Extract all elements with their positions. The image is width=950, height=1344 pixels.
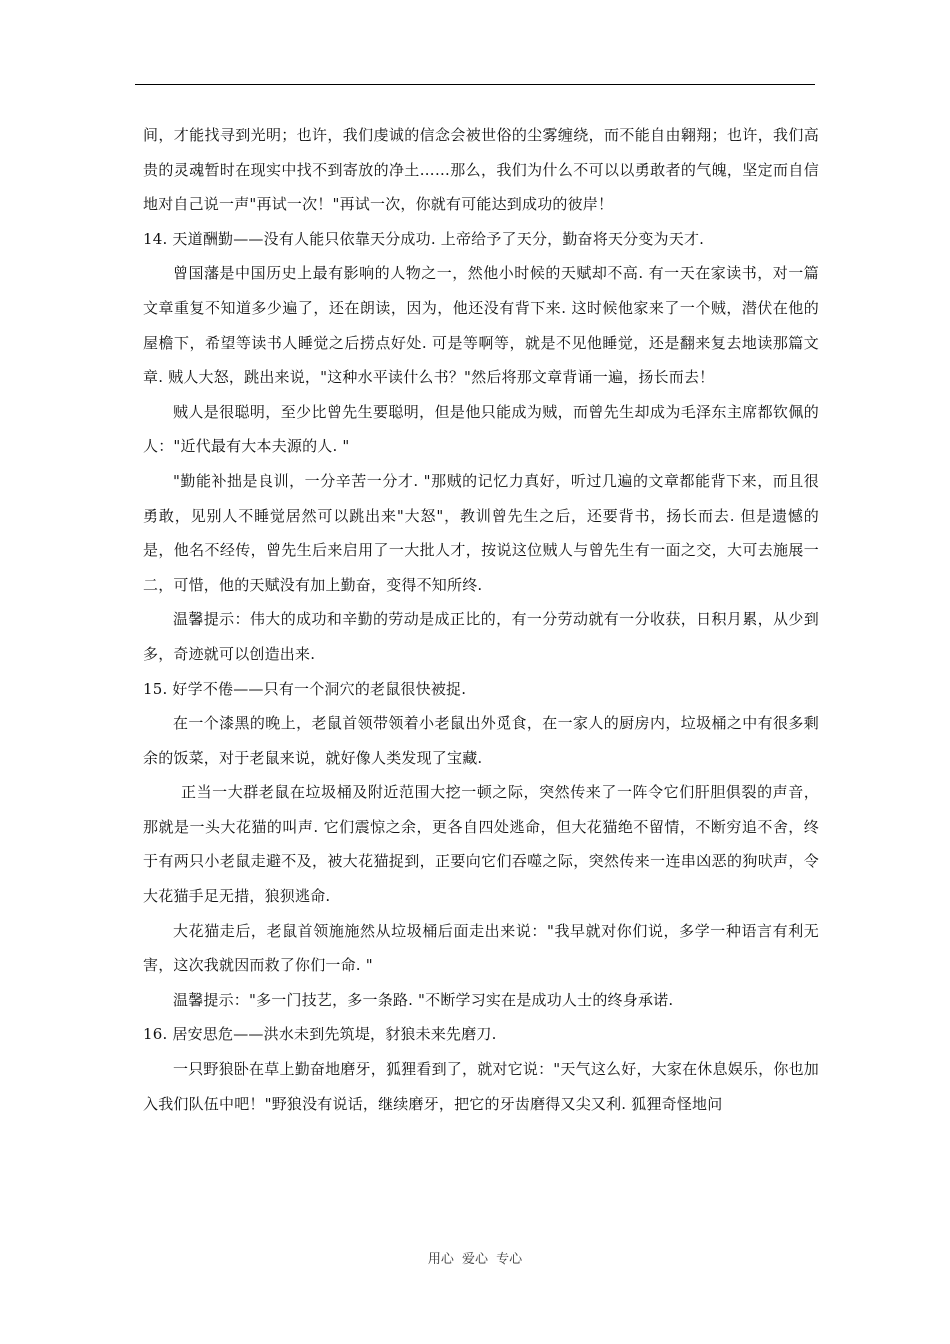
section-heading-16: 16. 居安思危——洪水未到先筑堤，豺狼未来先磨刀. bbox=[143, 1025, 497, 1044]
paragraph: "勤能补拙是良训，一分辛苦一分才. "那贼的记忆力真好，听过几遍的文章都能背下来，而且很勇敢，见别人不睡觉居然可以跳出来"大怒"，教训曾先生之后，还要背书，扬长而去. 但是遗憾的是，他名不经传，曾先生后来启用了一大批人才，按说这位贼人与曾先生有一面之交，大可去施展一二，可惜，他的天赋没有加上勤奋，变得不知所终. bbox=[143, 471, 819, 594]
page-footer: 用心 爱心 专心 bbox=[427, 1252, 523, 1267]
tip-paragraph: 温馨提示：伟大的成功和辛勤的劳动是成正比的，有一分劳动就有一分收获，日积月累，从少到多，奇迹就可以创造出来. bbox=[143, 610, 819, 663]
paragraph: 间，才能找寻到光明；也许，我们虔诚的信念会被世俗的尘雾缠绕，而不能自由翱翔；也许，我们高贵的灵魂暂时在现实中找不到寄放的净土……那么，我们为什么不可以以勇敢者的气魄，坚定而自信地对自己说一声"再试一次！"再试一次，你就有可能达到成功的彼岸！ bbox=[143, 126, 819, 214]
paragraph: 贼人是很聪明，至少比曾先生要聪明，但是他只能成为贼，而曾先生却成为毛泽东主席都钦佩的人："近代最有大本夫源的人. " bbox=[143, 402, 819, 456]
paragraph: 一只野狼卧在草上勤奋地磨牙，狐狸看到了，就对它说："天气这么好，大家在休息娱乐，你也加入我们队伍中吧！"野狼没有说话，继续磨牙，把它的牙齿磨得又尖又利. 狐狸奇怪地问 bbox=[143, 1060, 819, 1113]
section-heading-14: 14. 天道酬勤——没有人能只依靠天分成功. 上帝给予了天分，勤奋将天分变为天才. bbox=[143, 229, 705, 248]
header-rule bbox=[135, 84, 815, 85]
document-body bbox=[143, 118, 819, 1121]
paragraph: 大花猫走后，老鼠首领施施然从垃圾桶后面走出来说："我早就对你们说，多学一种语言有利无害，这次我就因而救了你们一命. " bbox=[143, 921, 819, 975]
paragraph: 在一个漆黑的晚上，老鼠首领带领着小老鼠出外觅食，在一家人的厨房内，垃圾桶之中有很多剩余的饭菜，对于老鼠来说，就好像人类发现了宝藏. bbox=[143, 714, 819, 767]
paragraph: 正当一大群老鼠在垃圾桶及附近范围大挖一顿之际，突然传来了一阵令它们肝胆俱裂的声音，那就是一头大花猫的叫声. 它们震惊之余，更各自四处逃命，但大花猫绝不留情，不断穷追不舍，终于有两只小老鼠走避不及，被大花猫捉到，正要向它们吞噬之际，突然传来一连串凶恶的狗吠声，令大花猫手足无措，狼狈逃命. bbox=[143, 783, 819, 906]
section-heading-15: 15. 好学不倦——只有一个洞穴的老鼠很快被捉. bbox=[143, 679, 467, 698]
tip-paragraph: 温馨提示："多一门技艺，多一条路. "不断学习实在是成功人士的终身承诺. bbox=[173, 990, 674, 1009]
paragraph: 曾国藩是中国历史上最有影响的人物之一，然他小时候的天赋却不高. 有一天在家读书，对一篇文章重复不知道多少遍了，还在朗读，因为，他还没有背下来. 这时候他家来了一个贼，潜伏在他的屋檐下，希望等读书人睡觉之后捞点好处. 可是等啊等，就是不见他睡觉，还是翻来复去地读那篇文章. 贼人大怒，跳出来说，"这种水平读什么书？"然后将那文章背诵一遍，扬长而去！ bbox=[143, 264, 819, 387]
